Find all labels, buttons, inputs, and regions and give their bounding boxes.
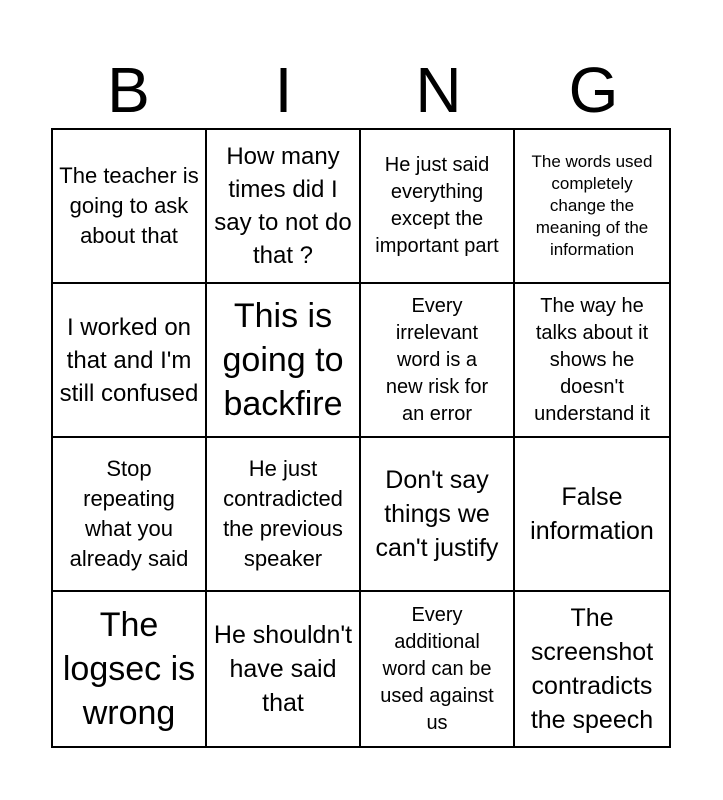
bingo-cell[interactable] <box>361 284 515 438</box>
cell-text: The screenshot contradicts the speech <box>530 604 654 734</box>
cell-text: The teacher is going to ask about that <box>59 163 199 248</box>
bingo-cell[interactable] <box>207 438 361 592</box>
cell-text: The words used completely change the meaning of the information <box>531 152 653 259</box>
bingo-cell[interactable] <box>53 130 207 284</box>
cell-text: Stop repeating what you already said <box>69 456 189 571</box>
cell-text: I worked on that and I'm still confused <box>59 313 199 407</box>
bingo-cell[interactable] <box>515 592 669 746</box>
bingo-cell[interactable] <box>361 592 515 746</box>
cell-text: Every irrelevant word is a new risk for an error <box>385 294 489 425</box>
bingo-cell[interactable] <box>515 284 669 438</box>
bingo-cell[interactable] <box>53 284 207 438</box>
bingo-cell[interactable] <box>361 438 515 592</box>
bingo-cell[interactable] <box>515 438 669 592</box>
bingo-cell[interactable] <box>515 130 669 284</box>
bingo-cell[interactable] <box>361 130 515 284</box>
cell-text: The way he talks about it shows he doesn't understand it <box>534 294 650 425</box>
bingo-cell[interactable] <box>207 592 361 746</box>
cell-text: The logsec is wrong <box>62 606 196 732</box>
cell-text: He shouldn't have said that <box>213 621 353 717</box>
header-letter-g: G <box>568 54 619 126</box>
cell-text: He just contradicted the previous speaker <box>223 456 343 571</box>
bingo-cell[interactable] <box>53 438 207 592</box>
bingo-cell[interactable] <box>53 592 207 746</box>
header-letter-i: I <box>274 54 293 126</box>
bingo-board <box>51 128 671 748</box>
bingo-header <box>51 52 671 128</box>
cell-text: Every additional word can be used against us <box>380 603 494 734</box>
bingo-cell[interactable] <box>207 130 361 284</box>
header-letter-n: N <box>415 54 462 126</box>
cell-text: Don't say things we can't justify <box>375 466 499 562</box>
cell-text: False information <box>530 483 654 545</box>
header-letter-b: B <box>107 54 150 126</box>
cell-text: He just said everything except the important part <box>375 154 499 257</box>
bingo-cell[interactable] <box>207 284 361 438</box>
cell-text: This is going to backfire <box>222 297 344 423</box>
cell-text: How many times did I say to not do that ? <box>214 143 352 269</box>
